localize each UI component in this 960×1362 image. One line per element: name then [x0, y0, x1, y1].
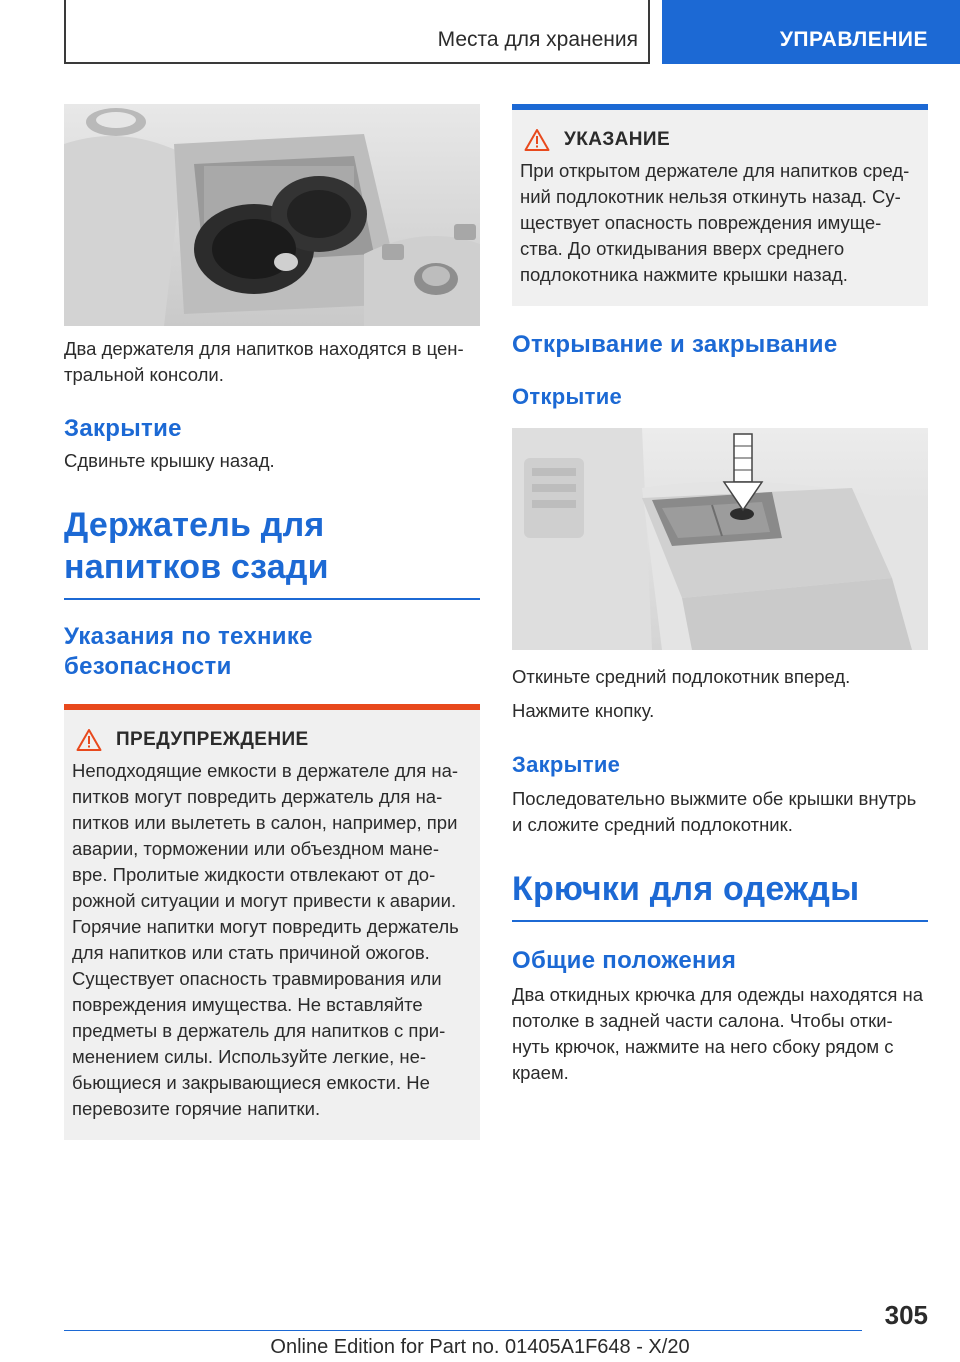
caution-title: УКАЗАНИЕ — [564, 129, 671, 150]
warning-triangle-icon — [76, 728, 102, 752]
warning-text: Неподходящие емкости в держателе для на-питков могут повредить держатель для на-питков или вылететь в салон, например, при аварии, торможении или объездном мане-вре. Пролитые жидкости отвлекают от до-рожной ситуации и могут привести к аварии. Горячие напитки могут повредить держатель для напитков или стать причиной ожогов. Существует опасность травмирования или повреждения имущества. Не вставляйте предметы в держатель для напитков с при-менением силы. Используйте легкие, не-бьющиеся и закрывающиеся емкости. Не перевозите горячие напитки. — [72, 760, 459, 1119]
warning-title: ПРЕДУПРЕЖДЕНИЕ — [116, 729, 309, 750]
header-chapter-box — [662, 0, 960, 64]
heading-rule — [64, 598, 480, 600]
page-number: 305 — [884, 1300, 928, 1330]
closing-text: Сдвиньте крышку назад. — [64, 450, 275, 471]
step-1-text: Откиньте средний подлокотник вперед. — [512, 666, 851, 687]
footer-rule — [64, 1330, 862, 1331]
cupholder-illustration — [64, 104, 480, 326]
hooks-heading-rule — [512, 920, 928, 922]
warning-box — [64, 704, 480, 1140]
right-closing-text: Последовательно выжмите обе крышки внутрь и сложите средний подлокотник. — [512, 788, 917, 835]
header-chapter-title: УПРАВЛЕНИЕ — [779, 28, 928, 51]
rear-cupholder-heading: Держатель для напитков сзади — [64, 506, 329, 586]
open-close-heading: Открывание и закрывание — [512, 331, 838, 358]
general-text: Два откидных крючка для одежды находятся на потолке в задней части салона. Чтобы отки-нуть крючок, нажмите на него сбоку рядом с краем. — [512, 984, 924, 1083]
closing-heading: Закрытие — [64, 415, 182, 442]
right-column — [512, 104, 928, 1086]
photo-caption: Два держателя для напитков находятся в цен-тральной консоли. — [64, 338, 464, 385]
hooks-heading: Крючки для одежды — [512, 870, 860, 908]
left-column — [64, 104, 480, 1140]
armrest-photo — [512, 428, 928, 650]
header-section-title: Места для хранения — [437, 28, 638, 51]
caution-box — [512, 104, 928, 306]
caution-text: При открытом держателе для напитков сред-ний подлокотник нельзя откинуть назад. Су-ществует опасность повреждения имуще-ства. До откидывания вверх среднего подлокотника нажмите крышки назад. — [520, 160, 910, 285]
footer-edition: Online Edition for Part no. 01405A1F648 - X/20 — [270, 1336, 690, 1358]
armrest-illustration — [512, 428, 928, 650]
general-heading: Общие положения — [512, 947, 737, 974]
step-2-text: Нажмите кнопку. — [512, 700, 655, 721]
right-closing-heading: Закрытие — [512, 752, 621, 777]
cupholder-photo — [64, 104, 480, 326]
header-section-box — [64, 0, 650, 64]
opening-heading: Открытие — [512, 384, 623, 409]
caution-triangle-icon — [524, 128, 550, 152]
safety-heading: Указания по технике безопасности — [64, 623, 313, 680]
